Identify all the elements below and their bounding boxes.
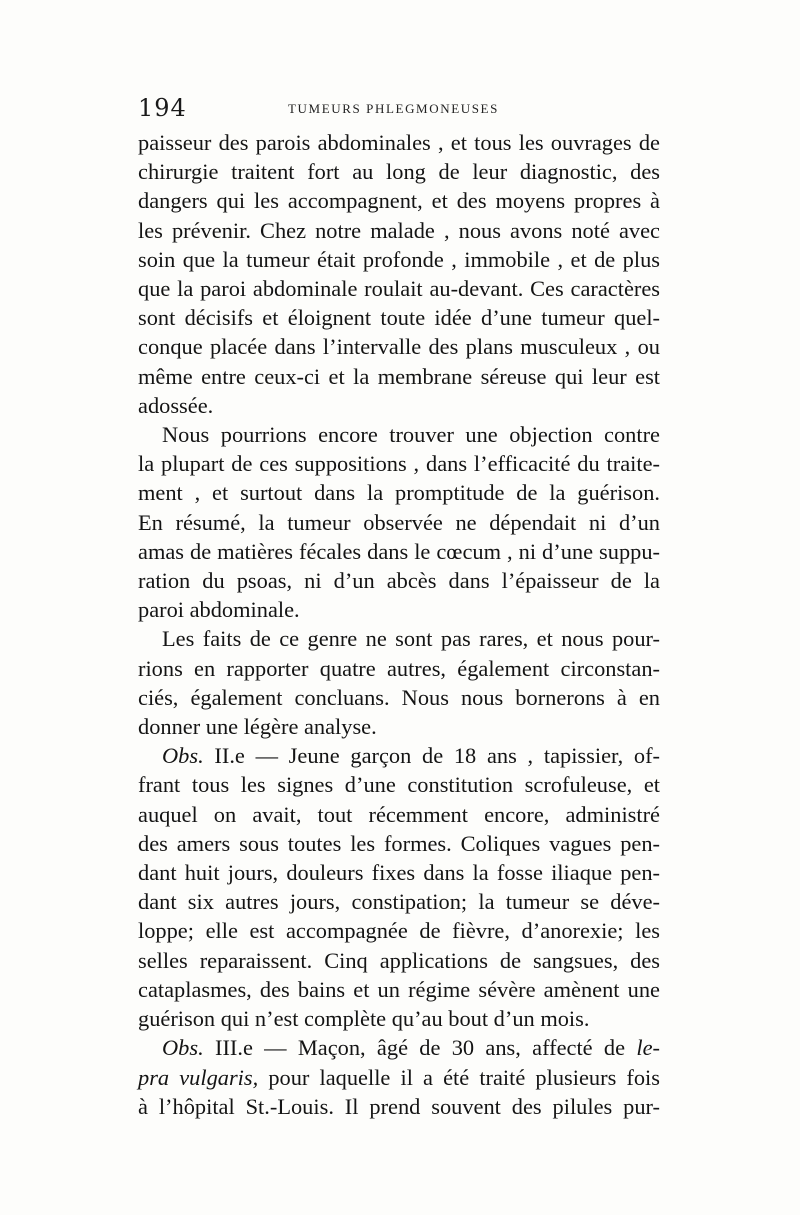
text-fragment: III.e — Maçon, âgé de 30 ans, affecté de [214,1035,626,1061]
text-line: guérison qui n’est complète qu’au bout d’un mois. [138,1006,590,1032]
text-line: Nous pourrions encore trouver une objection contre [162,422,660,448]
text-line: En résumé, la tumeur observée ne dépendait ni d’un [138,509,660,535]
page-header [138,94,660,124]
obs-label: Obs. [162,743,204,769]
text-line: rions en rapporter quatre autres, également circonstan- [138,655,660,681]
text-line: loppe; elle est accompagnée de fièvre, d’anorexie; les [138,918,660,944]
obs-label: Obs. [162,1035,204,1061]
text-line: paisseur des parois abdominales , et tous les ouvrages de [138,130,660,155]
italic-term: le- [636,1035,660,1061]
text-fragment: II.e — Jeune garçon de 18 ans , tapissier, of- [214,743,660,769]
text-line: conque placée dans l’intervalle des plans musculeux , ou [138,334,660,360]
text-line: frant tous les signes d’une constitution scrofuleuse, et [138,772,660,798]
text-line: cataplasmes, des bains et un régime sévère amènent une [138,976,660,1002]
text-line: ciés, également concluans. Nous nous bornerons à en [138,684,660,710]
text-line: des amers sous toutes les formes. Coliques vagues pen- [138,830,660,856]
page-number: 194 [138,94,187,122]
text-line: donner une légère analyse. [138,714,377,740]
text-line: dangers qui les accompagnent, et des moyens propres à [138,188,660,214]
text-line: ment , et surtout dans la promptitude de la guérison. [138,480,660,506]
observation-line [138,741,660,770]
text-line: dant six autres jours, constipation; la tumeur se déve- [138,889,660,915]
italic-term: pra vulgaris, [138,1064,259,1090]
text-line: amas de matières fécales dans le cœcum , ni d’une suppu- [138,538,660,564]
text-line: ration du psoas, ni d’un abcès dans l’épaisseur de la [138,568,660,594]
text-line: soin que la tumeur était profonde , immobile , et de plus [138,246,660,272]
text-line: à l’hôpital St.-Louis. Il prend souvent des pilules pur- [138,1093,660,1119]
text-line: paroi abdominale. [138,597,300,623]
text-line: selles reparaissent. Cinq applications de sangsues, des [138,947,660,973]
text-line: même entre ceux-ci et la membrane séreuse qui leur est [138,363,660,389]
body-text [138,128,660,1121]
text-line: les prévenir. Chez notre malade , nous avons noté avec [138,217,660,243]
text-line: adossée. [138,392,214,418]
text-line: la plupart de ces suppositions , dans l’efficacité du traite- [138,451,660,477]
text-line: dant huit jours, douleurs fixes dans la fosse iliaque pen- [138,860,660,886]
text-line: sont décisifs et éloignent toute idée d’une tumeur quel- [138,305,660,331]
text-fragment: pour laquelle il a été traité plusieurs fois [268,1064,660,1090]
text-line: Les faits de ce genre ne sont pas rares, et nous pour- [162,626,660,652]
text-line [138,1063,660,1092]
text-line: que la paroi abdominale roulait au-devant. Ces caractères [138,276,660,302]
observation-line [138,1033,660,1062]
running-title: TUMEURS PHLEGMONEUSES [288,101,499,116]
text-line: chirurgie traitent fort au long de leur diagnostic, des [138,159,660,185]
text-line: auquel on avait, tout récemment encore, administré [138,801,660,827]
